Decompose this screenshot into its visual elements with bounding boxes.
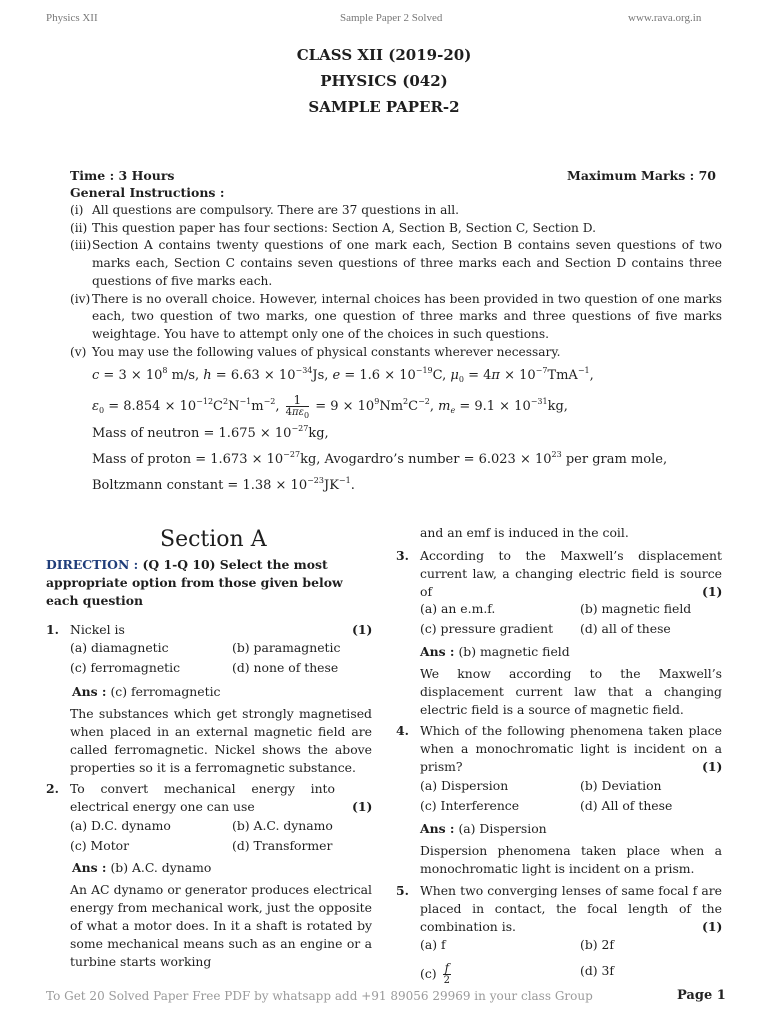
- constants-neutron: Mass of neutron = $1.675 \times 10^{-27}kg$,: [92, 424, 329, 441]
- instruction-item: (ii) This question paper has four sections: Section A, Section B, Section C, Section D.: [70, 220, 596, 235]
- instruction-item: (v) You may use the following values of physical constants wherever necessary.: [70, 344, 561, 359]
- footer-promo: To Get 20 Solved Paper Free PDF by whatsapp add +91 89056 29969 in your class Group: [46, 989, 593, 1003]
- title-class: CLASS XII (2019-20): [296, 46, 472, 64]
- constants-line-2: $\varepsilon_0 = 8.854 \times 10^{-12}C^2N^{-1}m^{-2}$, $\frac{1}{4\pi\varepsilon_0}$ = $9 \times 10^9Nm^2C^{-2}$, $m_e = 9.1 \times 10^{-31}kg$,: [92, 393, 568, 420]
- title-subject: PHYSICS (042): [320, 72, 448, 90]
- answer: Ans : (a) Dispersion: [420, 821, 547, 836]
- header-center: Sample Paper 2 Solved: [340, 12, 443, 24]
- option-c: (c) $\frac{f}{2}$: [420, 961, 450, 986]
- explanation: We know according to the Maxwell’s displacement current law that a changing electric field is a source of magnetic field.: [420, 666, 722, 717]
- header-right: www.rava.org.in: [628, 12, 702, 24]
- constants-boltzmann: Boltzmann constant = $1.38 \times 10^{-23}JK^{-1}$.: [92, 476, 355, 493]
- general-instructions-heading: General Instructions :: [70, 185, 225, 200]
- constants-line-1: $c = 3 \times 10^8$ m/s, $h = 6.63 \times 10^{-34}Js$, $e = 1.6 \times 10^{-19}C$, $\mu_0 = 4\pi \times 10^{-7}TmA^{-1}$,: [92, 366, 594, 384]
- max-marks: Maximum Marks : 70: [567, 168, 716, 183]
- instruction-item: (iv) There is no overall choice. However, internal choices has been provided in two question of one marks each, two question of two marks, one question of three marks and three questions of five marks weightage. You have to attempt only one of the choices in such questions.: [70, 291, 722, 341]
- title-paper: SAMPLE PAPER-2: [308, 98, 460, 116]
- instructions-list: [70, 202, 722, 361]
- instruction-item: (iii) Section A contains twenty questions of one mark each, Section B contains seven questions of two marks each, Section C contains seven questions of three marks each and Section D contains three questions of five marks each.: [70, 238, 722, 288]
- direction: DIRECTION : (Q 1-Q 10) Select the most appropriate option from those given below each question: [46, 557, 343, 608]
- marks: (1): [702, 759, 723, 774]
- constants-proton: Mass of proton = $1.673 \times 10^{-27}kg$, Avogardro’s number = $6.023 \times 10^{23}$ per gram mole,: [92, 450, 668, 467]
- explanation: The substances which get strongly magnetised when placed in an external magnetic field are called ferromagnetic. Nickel shows the above properties so it is a ferromagnetic substance.: [70, 706, 372, 775]
- marks: (1): [702, 584, 723, 599]
- marks: (1): [352, 799, 373, 814]
- time-label: Time : 3 Hours: [70, 168, 175, 183]
- header-left: Physics XII: [46, 12, 98, 24]
- marks: (1): [702, 919, 723, 934]
- page-number: Page 1: [677, 988, 726, 1003]
- explanation-continued: and an emf is induced in the coil.: [420, 525, 629, 540]
- explanation: An AC dynamo or generator produces electrical energy from mechanical work, just the opposite of what a motor does. In it a shaft is rotated by some mechanical means such as an engine or a turbine starts working: [70, 882, 372, 969]
- direction-label: DIRECTION :: [46, 557, 139, 572]
- explanation: Dispersion phenomena taken place when a monochromatic light is incident on a prism.: [420, 843, 722, 876]
- answer: Ans : (b) A.C. dynamo: [72, 860, 212, 875]
- answer: Ans : (c) ferromagnetic: [72, 684, 221, 699]
- marks: (1): [352, 622, 373, 637]
- instruction-item: (i) All questions are compulsory. There are 37 questions in all.: [70, 203, 460, 217]
- section-title: Section A: [160, 527, 267, 552]
- answer: Ans : (b) magnetic field: [420, 644, 570, 659]
